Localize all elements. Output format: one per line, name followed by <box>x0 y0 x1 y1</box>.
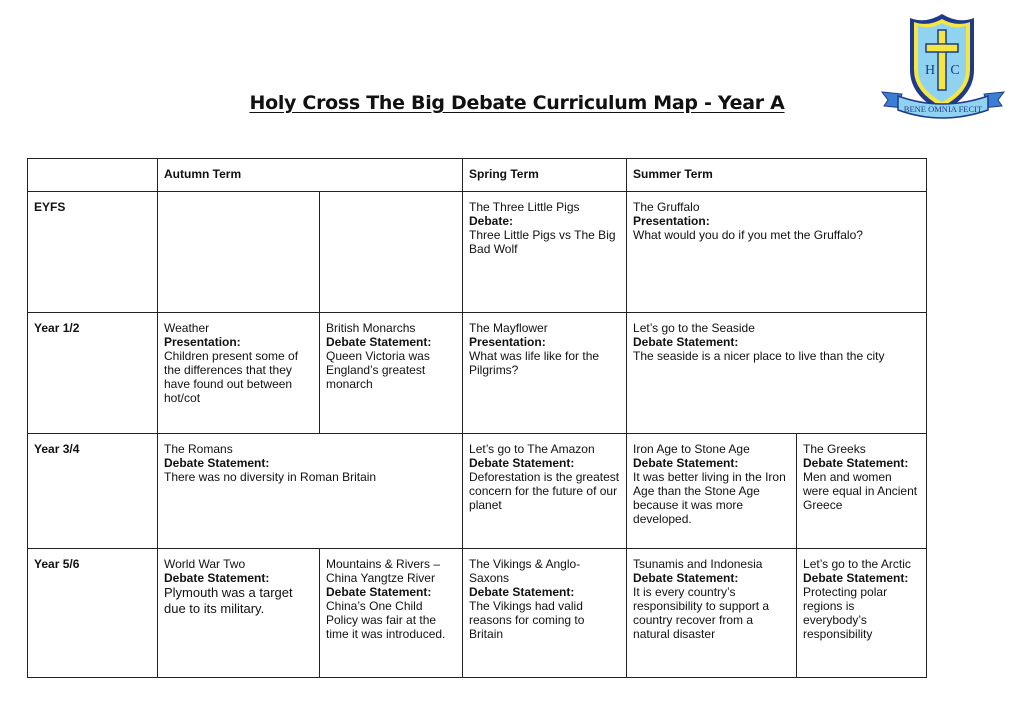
topic: Iron Age to Stone Age <box>633 442 750 456</box>
statement: Queen Victoria was England’s greatest monarch <box>326 349 430 391</box>
activity-label: Presentation: <box>164 335 241 349</box>
activity-label: Presentation: <box>633 214 710 228</box>
statement: There was no diversity in Roman Britain <box>164 470 377 484</box>
statement: China’s One Child Policy was fair at the time it was introduced. <box>326 599 446 641</box>
statement: The Vikings had valid reasons for coming to Britain <box>469 599 585 641</box>
activity-label: Presentation: <box>469 335 546 349</box>
cell-eyfs-spring <box>463 192 627 313</box>
topic: Weather <box>164 321 210 335</box>
topic: Tsunamis and Indonesia <box>633 557 763 571</box>
activity-label: Debate Statement: <box>803 456 909 470</box>
statement: Plymouth was a target due to its military. <box>164 585 293 616</box>
header-row <box>28 159 927 192</box>
statement: The seaside is a nicer place to live than the city <box>633 349 885 363</box>
activity-label: Debate Statement: <box>469 456 575 470</box>
cell-y56-summer-2 <box>797 549 927 678</box>
cell-y56-autumn-1 <box>158 549 320 678</box>
activity-label: Debate Statement: <box>326 335 432 349</box>
svg-text:C: C <box>950 63 960 78</box>
corner-cell <box>28 159 158 192</box>
row-eyfs <box>28 192 927 313</box>
crest-motto: BENE OMNIA FECIT <box>903 104 983 114</box>
activity-label: Debate Statement: <box>469 585 575 599</box>
activity-label: Debate Statement: <box>633 571 739 585</box>
cell-y34-summer-1 <box>627 434 797 549</box>
cell-eyfs-summer <box>627 192 927 313</box>
activity-label: Debate: <box>469 214 514 228</box>
cell-y56-summer-1 <box>627 549 797 678</box>
topic: Let’s go to The Amazon <box>469 442 595 456</box>
cell-y56-autumn-2 <box>320 549 463 678</box>
school-crest-logo <box>878 8 1008 126</box>
cell-y12-autumn-2 <box>320 313 463 434</box>
activity-label: Debate Statement: <box>164 571 270 585</box>
statement: What was life like for the Pilgrims? <box>469 349 600 377</box>
row-label-year-3-4: Year 3/4 <box>28 434 158 549</box>
statement: Men and women were equal in Ancient Greece <box>803 470 918 512</box>
cell-y56-spring <box>463 549 627 678</box>
cell-y34-summer-2 <box>797 434 927 549</box>
topic: Let’s go to the Seaside <box>633 321 755 335</box>
cell-y12-autumn-1 <box>158 313 320 434</box>
activity-label: Debate Statement: <box>633 335 739 349</box>
activity-label: Debate Statement: <box>803 571 909 585</box>
cell-y34-spring <box>463 434 627 549</box>
cell-y34-autumn <box>158 434 463 549</box>
activity-label: Debate Statement: <box>326 585 432 599</box>
row-label-year-5-6: Year 5/6 <box>28 549 158 678</box>
row-year-1-2 <box>28 313 927 434</box>
row-year-3-4 <box>28 434 927 549</box>
header-autumn-term: Autumn Term <box>158 159 463 192</box>
statement: Protecting polar regions is everybody’s responsibility <box>803 585 888 641</box>
row-label-eyfs: EYFS <box>28 192 158 313</box>
curriculum-map-table <box>27 158 927 678</box>
cell-y12-spring <box>463 313 627 434</box>
topic: British Monarchs <box>326 321 416 335</box>
topic: The Romans <box>164 442 233 456</box>
statement: It is every country’s responsibility to support a country recover from a natural disaster <box>633 585 770 641</box>
cell-y12-summer <box>627 313 927 434</box>
cell-eyfs-autumn-1 <box>158 192 320 313</box>
topic: The Vikings & Anglo-Saxons <box>469 557 581 585</box>
activity-label: Debate Statement: <box>164 456 270 470</box>
page-title: Holy Cross The Big Debate Curriculum Map - Year A <box>249 92 785 114</box>
statement: Children present some of the differences that they have found out between hot/cot <box>164 349 299 405</box>
activity-label: Debate Statement: <box>633 456 739 470</box>
topic: The Gruffalo <box>633 200 700 214</box>
topic: The Mayflower <box>469 321 548 335</box>
header-spring-term: Spring Term <box>463 159 627 192</box>
topic: Mountains & Rivers – China Yangtze River <box>326 557 441 585</box>
topic: World War Two <box>164 557 246 571</box>
topic: Let’s go to the Arctic <box>803 557 911 571</box>
header-summer-term: Summer Term <box>627 159 927 192</box>
statement: Deforestation is the greatest concern for the future of our planet <box>469 470 620 512</box>
statement: It was better living in the Iron Age than the Stone Age because it was more developed. <box>633 470 786 526</box>
statement: Three Little Pigs vs The Big Bad Wolf <box>469 228 616 256</box>
svg-text:H: H <box>924 63 936 78</box>
cell-eyfs-autumn-2 <box>320 192 463 313</box>
row-label-year-1-2: Year 1/2 <box>28 313 158 434</box>
row-year-5-6 <box>28 549 927 678</box>
statement: What would you do if you met the Gruffalo? <box>633 228 863 242</box>
topic: The Greeks <box>803 442 866 456</box>
topic: The Three Little Pigs <box>469 200 580 214</box>
